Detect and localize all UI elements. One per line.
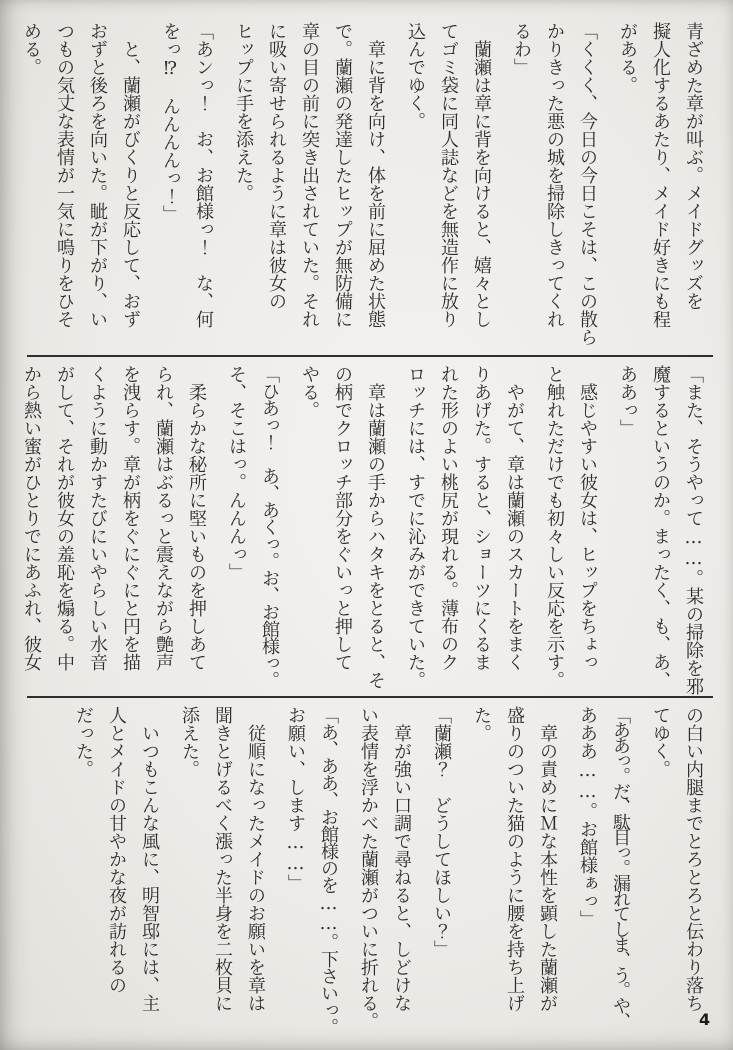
text-line: るわ」 — [511, 22, 532, 76]
text-line: た。 — [471, 706, 492, 742]
text-line: 章は蘭瀬の手からハタキをとると、そ — [365, 383, 386, 689]
text-line: 「ひあっ！ あ、あくっ。お、お館様っ。 — [259, 365, 280, 688]
text-line: い表情を浮かべた蘭瀬がついに折れる。 — [358, 706, 379, 1030]
text-line: に吸い寄せられるように章は彼女の — [266, 22, 287, 310]
text-line: だった。 — [73, 706, 94, 778]
text-line: てゆく。 — [650, 706, 671, 778]
text-line: りあげた。すると、ショーツにくるま — [471, 365, 492, 671]
text-line: 人とメイドの甘やかな夜が訪れるの — [106, 706, 127, 994]
text-line: 章が強い口調で尋ねると、しどけな — [391, 724, 412, 1012]
text-line: 擬人化するあたり、メイド好きにも程 — [650, 22, 671, 328]
text-line: 従順になったメイドのお願いを章は — [245, 724, 266, 1012]
page-number: 4 — [699, 1010, 711, 1029]
text-line: 蘭瀬は章に背を向けると、嬉々とし — [471, 40, 492, 328]
text-line: やる。 — [299, 365, 320, 419]
text-line: 章に背を向け、体を前に屈めた状態 — [365, 40, 386, 328]
text-line: で。蘭瀬の発達したヒップが無防備に — [332, 22, 353, 328]
text-line: 「また、そうやって……。某の掃除を邪 — [683, 365, 704, 695]
text-section-3 — [67, 706, 710, 1036]
text-line: 柔らかな秘所に堅いものを押しあて — [186, 383, 207, 671]
text-line: 「くくく、今日の今日こそは、この散ら — [577, 22, 598, 346]
text-line: を洩らす。章が柄をぐにぐにと円を描 — [120, 365, 141, 671]
text-line: あああ……。お館様ぁっ」 — [577, 706, 598, 928]
text-line: ヒップに手を添えた。 — [233, 22, 254, 202]
text-line: そ、そこはっ。んんんっ」 — [226, 365, 247, 581]
text-line: める。 — [21, 22, 42, 76]
text-line: くように動かすたびにいやらしい水音 — [87, 365, 108, 671]
text-line: から熱い蜜がひとりでにあふれ、彼女 — [21, 365, 42, 671]
text-line: をっ⁉ んんんんっ！」 — [160, 22, 181, 223]
text-line: 「あンっ！ お、お館様っ！ な、何 — [193, 22, 214, 328]
text-line: 「ああっ。だ、駄目っ。漏れてしま、う。や、 — [610, 706, 631, 1028]
text-line: 魔するというのか。まったく、も、あ、 — [650, 365, 671, 689]
text-line: おずと後ろを向いた。眦が下がり、い — [87, 22, 108, 328]
text-line: と触れただけでも初々しい反応を示す。 — [544, 365, 565, 689]
text-line: 盛りのついた猫のように腰を持ち上げ — [504, 706, 525, 1012]
text-line: られ、蘭瀬はぶるっと震えながら艶声 — [153, 365, 174, 671]
text-line: いつもこんな風に、明智邸には、主 — [139, 724, 160, 1012]
text-section-2 — [15, 365, 710, 695]
text-line: の白い内腿までとろとろと伝わり落ち — [683, 706, 704, 1012]
text-line: の柄でクロッチ部分をぐいっと押して — [332, 365, 353, 671]
text-line: 章の責めにＭな本性を顕した蘭瀬が — [537, 724, 558, 1012]
section-divider-1 — [27, 355, 713, 357]
text-line: 添えた。 — [179, 706, 200, 778]
text-line: がある。 — [617, 22, 638, 94]
text-line: がして、それが彼女の羞恥を煽る。中 — [54, 365, 75, 671]
text-line: かりきった悪の城を掃除しきってくれ — [544, 22, 565, 328]
text-line: 込んでゆく。 — [405, 22, 426, 130]
text-line: つもの気丈な表情が一気に鳴りをひそ — [54, 22, 75, 328]
text-line: ロッチには、すでに沁みができていた。 — [405, 365, 426, 689]
text-line: 感じやすい彼女は、ヒップをちょっ — [577, 383, 598, 671]
text-line: 章の目の前に突き出されていた。それ — [299, 22, 320, 328]
text-line: てゴミ袋に同人誌などを無造作に放り — [438, 22, 459, 328]
text-line: 聞きとげるべく漲った半身を二枚貝に — [212, 706, 233, 1012]
text-section-1 — [15, 22, 710, 349]
text-line: 「あ、ああ、お館様のを……。下さいっ。 — [318, 706, 339, 1035]
text-line: やがて、章は蘭瀬のスカートをまく — [504, 383, 525, 671]
text-line: れた形のよい桃尻が現れる。薄布のク — [438, 365, 459, 671]
section-divider-2 — [27, 696, 713, 698]
text-line: ああっ」 — [617, 365, 638, 437]
text-line: 青ざめた章が叫ぶ。メイドグッズを — [683, 22, 704, 310]
text-line: お願い、します……」 — [285, 706, 306, 892]
text-line: 「蘭瀬？ どうしてほしい？」 — [431, 706, 452, 958]
text-line: と、蘭瀬がびくりと反応して、おず — [120, 40, 141, 328]
